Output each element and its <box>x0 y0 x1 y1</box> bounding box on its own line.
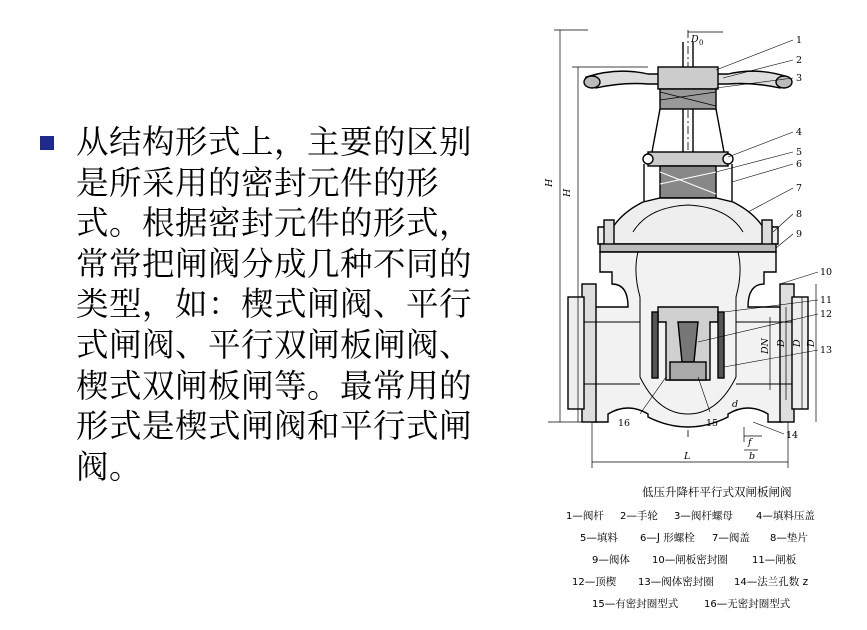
caption-title: 低压升降杆平行式双闸板闸阀 <box>642 485 792 499</box>
dim-D2: D <box>776 339 787 347</box>
callout-1: 1 <box>796 35 803 46</box>
dim-H1: H <box>562 188 573 197</box>
gate-valve-figure <box>544 22 848 612</box>
callout-7: 7 <box>796 183 803 194</box>
dim-b: b <box>749 451 756 462</box>
callout-11: 11 <box>820 295 833 306</box>
legend-item: 3—阀杆螺母 <box>674 510 733 522</box>
callout-15: 15 <box>706 418 719 429</box>
callout-13: 13 <box>820 345 833 356</box>
legend-item: 7—阀盖 <box>712 532 750 544</box>
legend-item: 13—阀体密封圈 <box>638 576 714 588</box>
legend-item: 1—阀杆 <box>566 510 604 522</box>
callout-8: 8 <box>796 209 803 220</box>
dim-f: f <box>748 437 752 448</box>
callout-16: 16 <box>618 418 631 429</box>
legend-item: 16—无密封圈型式 <box>704 598 791 610</box>
dim-DN: DN <box>760 338 771 354</box>
dim-D0-sub: 0 <box>699 39 704 47</box>
legend-item: 9—阀体 <box>592 554 630 566</box>
bullet-square-icon <box>40 136 54 150</box>
legend-item: 10—闸板密封圈 <box>652 554 728 566</box>
legend-item: 12—顶楔 <box>572 576 617 588</box>
dim-D0: D <box>691 34 699 45</box>
callout-9: 9 <box>796 229 803 240</box>
legend-item: 14—法兰孔数 z <box>734 576 809 588</box>
callout-2: 2 <box>796 55 803 66</box>
callout-labels <box>544 22 848 482</box>
dim-L: L <box>684 451 691 462</box>
legend-item: 8—垫片 <box>770 532 808 544</box>
callout-12: 12 <box>820 309 833 320</box>
legend-item: 2—手轮 <box>620 510 658 522</box>
callout-10: 10 <box>820 267 833 278</box>
callout-14: 14 <box>786 430 799 441</box>
legend-item: 15—有密封圈型式 <box>592 598 679 610</box>
callout-6: 6 <box>796 159 803 170</box>
dim-H2: H <box>544 178 555 187</box>
callout-5: 5 <box>796 147 803 158</box>
dim-d: d <box>732 399 739 410</box>
bullet-text: 从结构形式上，主要的区别是所采用的密封元件的形式。根据密封元件的形式，常常把闸阀分成几种不同的类型，如：楔式闸阀、平行式闸阀、平行双闸板闸阀、楔式双闸板闸等。最常用的形式是楔式闸阀和平行式闸阀。 <box>76 123 473 486</box>
callout-3: 3 <box>796 73 803 84</box>
dim-D: D <box>806 339 817 347</box>
legend-item: 4—填料压盖 <box>756 510 815 522</box>
dim-D1: D <box>792 339 803 347</box>
legend-item: 11—闸板 <box>752 554 797 566</box>
callout-4: 4 <box>796 127 803 138</box>
legend-item: 5—填料 <box>580 532 618 544</box>
legend-item: 6—J 形螺栓 <box>640 532 695 544</box>
